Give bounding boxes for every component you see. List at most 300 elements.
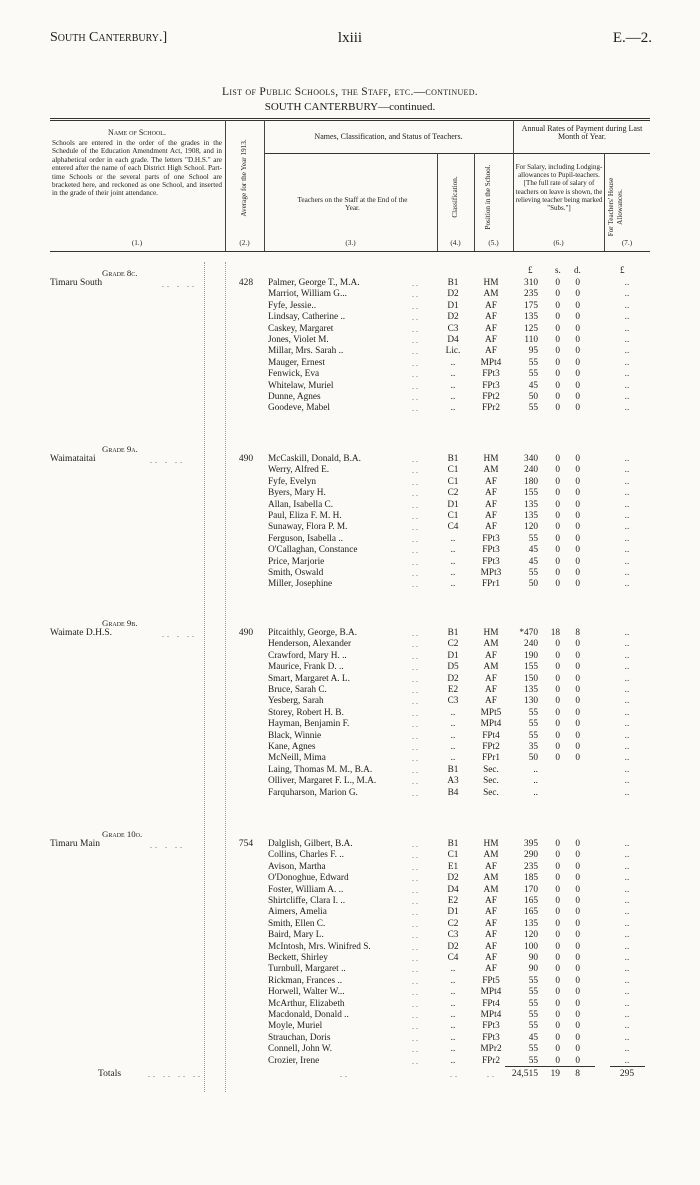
salary-pence: 0 (575, 357, 580, 368)
salary-shillings: 0 (555, 1055, 560, 1066)
house-allowance: .. (624, 545, 630, 556)
teacher-name: Sunaway, Flora P. M. (268, 522, 348, 533)
leader-dots: .. (412, 466, 420, 476)
teacher-classification: .. (450, 707, 456, 718)
salary-pounds: 135 (524, 918, 538, 929)
teacher-name: Macdonald, Donald .. (268, 1010, 349, 1020)
teacher-position: AF (485, 685, 497, 695)
teacher-position: MPt5 (480, 707, 502, 718)
house-allowance: .. (624, 312, 630, 323)
salary-shillings: 0 (555, 335, 560, 345)
salary-pence: 0 (575, 953, 580, 963)
salary-shillings: 0 (555, 998, 560, 1009)
house-allowance: .. (624, 380, 630, 391)
teacher-name: Connell, John W. (268, 1044, 333, 1055)
salary-pence: 0 (575, 1010, 580, 1020)
house-allowance: .. (624, 289, 630, 300)
school-name: Timaru South (50, 278, 103, 288)
teacher-classification: .. (450, 568, 456, 578)
teacher-position: FPt3 (482, 545, 500, 556)
salary-pence: 0 (575, 707, 580, 718)
house-allowance: .. (624, 776, 630, 787)
house-allowance: .. (624, 488, 630, 499)
teacher-classification: D1 (447, 499, 459, 510)
leader-dots: .. (412, 840, 420, 849)
salary-pence: 0 (575, 568, 580, 578)
house-allowance: .. (624, 941, 630, 952)
school-name: Timaru Main (50, 839, 101, 849)
salary-shillings: 0 (555, 1021, 560, 1032)
col-teachers-group: Names, Classification, and Status of Teachers. (314, 132, 463, 141)
teacher-name: Miller, Josephine (268, 579, 333, 590)
leader-dots: .. (412, 954, 420, 963)
leader-dots: .. (412, 640, 420, 650)
salary-shillings: 0 (555, 369, 560, 380)
teacher-name: Allan, Isabella C. (268, 499, 334, 510)
salary-pence: 0 (575, 346, 580, 357)
salary-shillings: 0 (555, 454, 560, 464)
salary-pounds: 135 (524, 511, 538, 521)
salary-pounds: 235 (524, 289, 538, 300)
leader-dots: .. (412, 1011, 420, 1020)
teacher-position: HM (483, 628, 499, 638)
leader-dots: .. (412, 965, 420, 975)
salary-shillings: 0 (555, 323, 560, 334)
teacher-position: AM (483, 289, 499, 300)
teacher-classification: .. (450, 987, 456, 998)
totals-shillings: 19 (550, 1069, 560, 1079)
teacher-name: Baird, Mary L. (268, 930, 324, 941)
teacher-name: Farquharson, Marion G. (268, 787, 358, 798)
house-allowance: .. (624, 335, 630, 345)
teacher-classification: B1 (447, 839, 459, 849)
teacher-name: Smith, Ellen C. (268, 918, 326, 929)
teacher-position: AF (485, 335, 497, 345)
teacher-name: Avison, Martha (268, 861, 326, 872)
house-allowance: .. (624, 1010, 630, 1020)
house-allowance: .. (624, 465, 630, 476)
house-allowance: .. (624, 533, 630, 544)
teacher-classification: D2 (447, 312, 459, 323)
leader-dots: .. (412, 862, 420, 872)
house-allowance: .. (624, 753, 630, 764)
house-allowance: .. (624, 884, 630, 895)
col-teachers-title: Teachers on the Staff at the End of the Year. (297, 196, 408, 213)
salary-pence: 0 (575, 335, 580, 345)
salary-shillings: 0 (555, 476, 560, 487)
house-allowance: .. (624, 896, 630, 906)
salary-shillings: 0 (555, 533, 560, 544)
leader-dots: .. (412, 697, 420, 707)
teacher-classification: .. (450, 975, 456, 986)
teacher-position: MPt4 (480, 357, 502, 368)
teacher-position: AF (485, 312, 497, 323)
teacher-position: AF (485, 930, 497, 941)
teacher-position: FPt4 (482, 730, 500, 741)
teacher-classification: B4 (447, 787, 459, 798)
teacher-position: FPr1 (481, 753, 501, 764)
leader-dots: .. (412, 301, 420, 311)
salary-pence: 0 (575, 918, 580, 929)
salary-shillings: 0 (555, 579, 560, 590)
salary-pence: 0 (575, 730, 580, 741)
salary-shillings: 0 (555, 392, 560, 402)
salary-shillings: 0 (555, 312, 560, 323)
salary-shillings: 0 (555, 639, 560, 650)
salary-pence: 0 (575, 742, 580, 752)
leader-dots: .. (412, 557, 420, 567)
teacher-classification: .. (450, 556, 456, 567)
leader-dots: .. (412, 976, 420, 986)
house-allowance: .. (624, 650, 630, 661)
salary-pounds: 90 (528, 953, 538, 963)
salary-pence: 0 (575, 650, 580, 661)
teacher-position: AM (483, 884, 499, 895)
leader-dots: .. (412, 919, 420, 929)
leader-dots: .. (412, 1033, 420, 1043)
teacher-position: MPt4 (480, 1010, 502, 1020)
teacher-name: Bruce, Sarah C. (268, 685, 327, 695)
salary-pence: 0 (575, 323, 580, 334)
teacher-classification: C4 (447, 522, 459, 533)
leader-dots: .. (412, 546, 420, 556)
house-allowance: .. (624, 346, 630, 357)
teacher-name: McCaskill, Donald, B.A. (268, 454, 361, 464)
col-7-number: (7.) (621, 239, 633, 247)
col-4-number: (4.) (450, 239, 461, 247)
teacher-position: HM (483, 454, 499, 464)
salary-shillings: 0 (555, 499, 560, 510)
salary-shillings: 0 (555, 964, 560, 975)
teacher-classification: .. (450, 357, 456, 368)
school-average: 428 (238, 278, 254, 288)
salary-pounds: 55 (528, 369, 538, 380)
totals-pence: 8 (575, 1069, 580, 1079)
house-allowance: .. (624, 850, 630, 861)
totals-house: 295 (619, 1069, 635, 1079)
salary-pounds: 45 (528, 545, 538, 556)
teacher-name: Caskey, Margaret (268, 323, 334, 334)
col-salary-title: For Salary, including Lodging-allowances to Pupil-teachers. [The full rate of salary of teachers on leave is shown, the relieving teacher being marked "Subs."] (515, 163, 603, 213)
salary-pounds: 155 (524, 488, 538, 499)
leader-dots: .. (412, 777, 420, 787)
house-allowance: .. (624, 476, 630, 487)
teacher-name: Palmer, George T., M.A. (268, 278, 360, 288)
school-average: 754 (238, 839, 254, 849)
teacher-position: Sec. (483, 787, 499, 798)
salary-pence: 0 (575, 403, 580, 414)
salary-pounds: *470 (519, 628, 538, 638)
house-allowance: .. (624, 685, 630, 695)
teacher-name: Paul, Eliza F. M. H. (268, 511, 342, 521)
page-number: lxiii (337, 30, 363, 46)
teacher-name: Fyfe, Jessie.. (268, 300, 317, 311)
teacher-position: AM (483, 465, 499, 476)
teacher-position: FPr2 (481, 1055, 501, 1066)
teacher-classification: B1 (447, 278, 459, 288)
leader-dots: .. (412, 580, 420, 590)
teacher-name: Lindsay, Catherine .. (268, 312, 346, 323)
salary-pounds: 55 (528, 1055, 538, 1066)
teacher-name: Price, Marjorie (268, 556, 325, 567)
table-title: List of Public Schools, the Staff, etc.—continued. (222, 86, 478, 98)
teacher-position: FPr2 (481, 403, 501, 414)
salary-pounds: 45 (528, 556, 538, 567)
salary-pence: 0 (575, 719, 580, 730)
salary-shillings: 0 (555, 896, 560, 906)
teacher-classification: .. (450, 730, 456, 741)
salary-pounds: 240 (524, 465, 538, 476)
teacher-position: AF (485, 499, 497, 510)
teacher-position: AF (485, 673, 497, 684)
col-average-title: Average for the Year 1913. (240, 139, 248, 217)
teacher-position: FPt3 (482, 369, 500, 380)
teacher-name: Maurice, Frank D. .. (268, 662, 344, 673)
salary-pounds: 240 (524, 639, 538, 650)
house-allowance: .. (624, 392, 630, 402)
teacher-position: AM (483, 850, 499, 861)
salary-pounds: 290 (524, 850, 538, 861)
house-allowance: .. (624, 511, 630, 521)
teacher-classification: .. (450, 533, 456, 544)
teacher-classification: D2 (447, 673, 459, 684)
salary-shillings: 0 (555, 753, 560, 764)
teacher-name: Storey, Robert H. B. (268, 707, 344, 718)
teacher-position: FPt3 (482, 1032, 500, 1043)
house-allowance: .. (624, 278, 630, 288)
col-position-title: Position in the School. (484, 164, 492, 230)
leader-dots: .. (412, 931, 420, 941)
house-allowance: .. (624, 522, 630, 533)
salary-pounds: 175 (524, 300, 538, 311)
salary-pence: 0 (575, 987, 580, 998)
teacher-classification: D4 (447, 335, 459, 345)
salary-pence: 0 (575, 861, 580, 872)
salary-pence: 0 (575, 499, 580, 510)
salary-pence: 0 (575, 873, 580, 884)
leader-dots: .. (412, 731, 420, 741)
house-allowance: .. (624, 403, 630, 414)
grade-label: Grade 9a. (102, 444, 138, 454)
teacher-classification: C2 (447, 918, 459, 929)
salary-pence: 8 (575, 628, 580, 638)
house-allowance: .. (624, 1032, 630, 1043)
salary-pounds: 190 (524, 650, 538, 661)
salary-pounds: 55 (528, 730, 538, 741)
salary-pounds: 100 (524, 941, 538, 952)
leader-dots: .. (412, 393, 420, 402)
house-allowance: .. (624, 987, 630, 998)
header-left: South Canterbury.] (50, 30, 168, 45)
grade-label: Grade 10o. (102, 829, 143, 839)
salary-pence: 0 (575, 392, 580, 402)
currency-house-pounds: £ (620, 265, 625, 275)
house-allowance: .. (624, 300, 630, 311)
teacher-classification: D2 (447, 873, 459, 884)
teacher-position: Sec. (483, 764, 499, 775)
teacher-position: AF (485, 522, 497, 533)
salary-pounds: 340 (524, 454, 538, 464)
salary-pounds: .. (533, 776, 538, 787)
teacher-classification: .. (450, 1010, 456, 1020)
teacher-name: Dunne, Agnes (268, 392, 321, 402)
teacher-classification: B1 (447, 454, 459, 464)
teacher-name: Moyle, Muriel (268, 1021, 323, 1032)
salary-shillings: 0 (555, 568, 560, 578)
salary-pounds: 55 (528, 975, 538, 986)
teacher-position: MPr2 (480, 1044, 502, 1055)
salary-shillings: 0 (555, 465, 560, 476)
leader-dots: .. (412, 754, 420, 764)
house-allowance: .. (624, 742, 630, 752)
house-allowance: .. (624, 953, 630, 963)
teacher-classification: B1 (447, 764, 459, 775)
salary-pounds: 135 (524, 499, 538, 510)
salary-shillings: 18 (550, 628, 560, 638)
house-allowance: .. (624, 839, 630, 849)
salary-shillings: 0 (555, 522, 560, 533)
house-allowance: .. (624, 907, 630, 918)
leader-dots: .. (412, 629, 420, 638)
teacher-name: McIntosh, Mrs. Winifred S. (268, 941, 371, 952)
salary-pounds: 155 (524, 662, 538, 673)
currency-pounds: £ (528, 265, 533, 275)
salary-shillings: 0 (555, 278, 560, 288)
teacher-classification: .. (450, 1055, 456, 1066)
leader-dots: .. (412, 358, 420, 368)
salary-shillings: 0 (555, 1044, 560, 1055)
teacher-classification: E1 (447, 861, 459, 872)
leader-dots: .. (412, 313, 420, 323)
salary-shillings: 0 (555, 987, 560, 998)
house-allowance: .. (624, 861, 630, 872)
house-allowance: .. (624, 628, 630, 638)
salary-pounds: 55 (528, 998, 538, 1009)
salary-shillings: 0 (555, 545, 560, 556)
salary-shillings: 0 (555, 357, 560, 368)
salary-pence: 0 (575, 662, 580, 673)
teacher-position: AF (485, 650, 497, 661)
salary-pounds: 180 (524, 476, 538, 487)
leader-dots: .. (412, 523, 420, 533)
salary-pounds: 55 (528, 1010, 538, 1020)
salary-pounds: 165 (524, 907, 538, 918)
grade-label: Grade 9b. (102, 618, 138, 628)
leader-dots: .. (412, 347, 420, 357)
col-school-note: Schools are entered in the order of the grades in the Schedule of the Education Amendment Act, 1908, and in alphabetical order in each grade. The letters "D.H.S." are entered after the name of each District High School. Part-time Schools or the several parts of one School are bracketed here, and reckoned as one School, and inserted in the grade of their joint attendance. (52, 139, 222, 198)
salary-pounds: 150 (524, 673, 538, 684)
teacher-position: AF (485, 300, 497, 311)
teacher-classification: .. (450, 392, 456, 402)
teacher-position: MPt4 (480, 987, 502, 998)
teacher-classification: D1 (447, 907, 459, 918)
teacher-position: AF (485, 511, 497, 521)
salary-pence: 0 (575, 380, 580, 391)
salary-pounds: 55 (528, 707, 538, 718)
col-1-number: (1.) (131, 239, 143, 247)
leader-dots: .. (412, 381, 420, 391)
house-allowance: .. (624, 673, 630, 684)
salary-shillings: 0 (555, 907, 560, 918)
salary-shillings: 0 (555, 861, 560, 872)
salary-shillings: 0 (555, 918, 560, 929)
salary-pence: 0 (575, 289, 580, 300)
teacher-classification: C2 (447, 639, 459, 650)
leader-dots: .. (412, 885, 420, 895)
salary-pounds: 235 (524, 861, 538, 872)
house-allowance: .. (624, 975, 630, 986)
teacher-classification: B1 (447, 628, 459, 638)
house-allowance: .. (624, 696, 630, 707)
teacher-name: Beckett, Shirley (268, 953, 328, 963)
salary-pounds: 55 (528, 987, 538, 998)
salary-pence: 0 (575, 476, 580, 487)
salary-shillings: 0 (555, 975, 560, 986)
salary-pence: 0 (575, 896, 580, 906)
leader-dots: .. (412, 788, 420, 798)
totals-pounds: 24,515 (511, 1069, 538, 1079)
salary-pence: 0 (575, 545, 580, 556)
teacher-name: Crawford, Mary H. .. (268, 650, 347, 661)
salary-pence: 0 (575, 1055, 580, 1066)
salary-pence: 0 (575, 907, 580, 918)
teacher-classification: C1 (447, 511, 459, 521)
leader-dots: .. (412, 743, 420, 752)
house-allowance: .. (624, 787, 630, 798)
salary-pounds: 55 (528, 1044, 538, 1055)
salary-pounds: 185 (524, 873, 538, 884)
teacher-position: AF (485, 476, 497, 487)
teacher-name: Aimers, Amelia (268, 907, 327, 918)
col-classification-title: Classification. (451, 176, 459, 218)
leader-dots: .. (412, 500, 420, 510)
teacher-classification: C3 (447, 696, 459, 707)
house-allowance: .. (624, 579, 630, 590)
leader-dots: .. (412, 489, 420, 499)
teacher-position: FPt3 (482, 380, 500, 391)
salary-shillings: 0 (555, 380, 560, 391)
teacher-name: Turnbull, Margaret .. (268, 964, 346, 975)
salary-pence: 0 (575, 278, 580, 288)
leader-dots: .. (412, 477, 420, 487)
col-school-title: Name of School. (108, 128, 166, 137)
teacher-classification: C1 (447, 476, 459, 487)
teacher-name: Mauger, Ernest (268, 357, 325, 368)
teacher-classification: C2 (447, 488, 459, 499)
teacher-classification: D1 (447, 650, 459, 661)
house-allowance: .. (624, 1055, 630, 1066)
leader-dots: .. (412, 569, 420, 578)
salary-pence: 0 (575, 300, 580, 311)
leader-dots: .. (412, 874, 420, 884)
leader-dots: .. (412, 663, 420, 673)
salary-pence: 0 (575, 975, 580, 986)
salary-pounds: 110 (524, 335, 538, 345)
teacher-position: MPt3 (480, 568, 502, 578)
leader-dots: .. (412, 908, 420, 918)
leader-dots: .. (412, 1045, 420, 1055)
teacher-name: Fenwick, Eva (268, 369, 320, 380)
teacher-name: Strauchan, Doris (268, 1032, 331, 1043)
salary-pence: 0 (575, 533, 580, 544)
teacher-position: AF (485, 488, 497, 499)
teacher-name: O'Callaghan, Constance (268, 545, 358, 556)
house-allowance: .. (624, 764, 630, 775)
salary-pence: 0 (575, 1032, 580, 1043)
teacher-classification: C3 (447, 323, 459, 334)
salary-shillings: 0 (555, 873, 560, 884)
leader-dots: .. (412, 370, 420, 380)
